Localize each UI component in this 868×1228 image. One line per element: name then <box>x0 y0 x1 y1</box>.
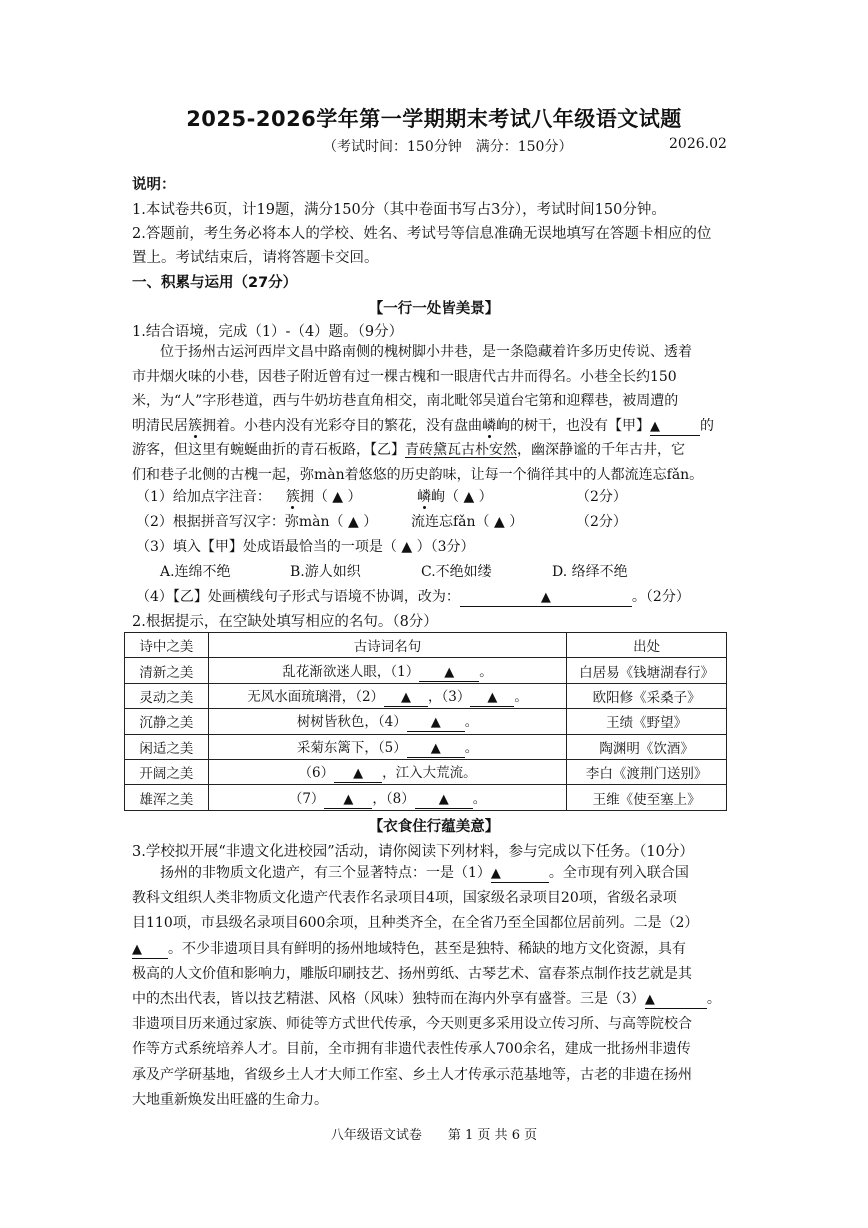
subheading-scenery: 【一行一处皆美景】 <box>368 301 500 317</box>
answer-blank[interactable]: ▲ <box>407 714 465 732</box>
passage-line: 扬州的非物质文化遗产，有三个显著特点：一是（1）▲ 。全市现有列入联合国 <box>160 865 689 881</box>
passage-line: ▲ 。不少非遗项目具有鲜明的扬州地域特色，甚至是独特、稀缺的地方文化资源，具有 <box>132 940 686 957</box>
verse-cell: 树树皆秋色，（4） ▲ 。 <box>208 709 566 734</box>
option-d[interactable]: D. 络绎不绝 <box>552 564 628 580</box>
notes-label: 说明： <box>132 177 176 193</box>
dotted-char: 簇 <box>285 489 300 505</box>
answer-blank[interactable]: ▲ <box>132 941 168 959</box>
passage-line: 极高的人文价值和影响力，雕版印刷技艺、扬州剪纸、古琴艺术、富春茶点制作技艺就是其 <box>132 965 692 982</box>
category-cell: 清新之美 <box>125 658 209 683</box>
column-header: 出处 <box>567 633 727 658</box>
option-a[interactable]: A.连绵不绝 <box>160 564 231 580</box>
table-row <box>125 658 727 683</box>
source-cell: 欧阳修《采桑子》 <box>567 683 727 708</box>
notes-item-2-line-1: 2.答题前，考生务必将本人的学校、姓名、考试号等信息准确无误地填写在答题卡相应的位 <box>132 226 712 242</box>
passage-line: 承及产学研基地，省级乡土人才大师工作室、乡土人才传承示范基地等，古老的非遗在扬州 <box>132 1066 692 1083</box>
table-header-row <box>125 633 727 658</box>
passage-line: 作等方式系统培养人才。目前，全市拥有非遗代表性传承人700余名，建成一批扬州非遗传 <box>132 1041 691 1058</box>
source-cell: 白居易《钱塘湖春行》 <box>567 658 727 683</box>
q1-sub-2[interactable]: （2）根据拼音写汉字：弥màn（ ▲ ） <box>136 514 378 530</box>
category-cell: 灵动之美 <box>125 683 209 708</box>
answer-blank[interactable]: ▲ <box>334 765 382 783</box>
subheading-daily-life: 【衣食住行蕴美意】 <box>368 819 500 835</box>
verse-cell: （6） ▲ ，江入大荒流。 <box>208 759 566 784</box>
dotted-char: 嶙 <box>482 417 496 434</box>
verse-cell: （7） ▲ ，（8） ▲ 。 <box>208 785 566 810</box>
category-cell: 沉静之美 <box>125 709 209 734</box>
passage-line: 米，为“人”字形巷道，西与牛奶坊巷直角相交，南北毗邻吴道台宅第和迎釋巷，被周遭的 <box>132 393 679 410</box>
underlined-sentence-yi: 青砖黛瓦古朴安然 <box>405 442 517 459</box>
column-header: 诗中之美 <box>125 633 209 658</box>
column-header: 古诗词名句 <box>208 633 566 658</box>
question-2-stem: 2.根据提示，在空缺处填写相应的名句。（8分） <box>132 614 438 630</box>
table-row <box>125 709 727 734</box>
dotted-char: 嶙 <box>417 489 431 505</box>
answer-blank[interactable]: ▲ <box>491 865 549 883</box>
verse-cell: 乱花渐欲迷人眼，（1） ▲ 。 <box>208 658 566 683</box>
q1-sub-2-word-2[interactable]: 流连忘fǎn（ ▲ ） <box>411 514 524 530</box>
answer-blank[interactable]: ▲ <box>407 740 465 758</box>
q1-sub-1-word-2 <box>417 486 493 506</box>
answer-slot[interactable]: 拥（ ▲ ） <box>299 489 362 505</box>
answer-blank[interactable]: ▲ <box>419 664 479 682</box>
passage-line: 位于扬州古运河西岸文昌中路南侧的槐树脚小井巷，是一条隐藏着许多历史传说、透着 <box>160 344 692 360</box>
answer-blank[interactable]: ▲ <box>460 589 632 607</box>
table-row <box>125 683 727 708</box>
passage-line: 目110项，市县级名录项目600余项，且种类齐全，在全省乃至全国都位居前列。二是（2） <box>132 915 699 932</box>
passage-line: 中的杰出代表，皆以技艺精湛、风格（风味）独特而在海内外享有盛誉。三是（3）▲ 。 <box>132 991 721 1008</box>
source-cell: 李白《渡荆门送别》 <box>567 759 727 784</box>
q1-sub-1-score: （2分） <box>576 489 627 505</box>
exam-date: 2026.02 <box>669 136 727 152</box>
passage-line: 市井烟火味的小巷，因巷子附近曾有过一棵古槐和一眼唐代古井而得名。小巷全长约150 <box>132 368 677 385</box>
option-b[interactable]: B.游人如织 <box>290 564 361 580</box>
verse-cell: 无风水面琉璃滑，（2） ▲ ，（3） ▲ 。 <box>208 683 566 708</box>
passage-line: 非遗项目历来通过家族、师徒等方式世代传承，今天则更多采用设立传习所、与高等院校合 <box>132 1016 692 1033</box>
source-cell: 王绩《野望》 <box>567 709 727 734</box>
dotted-char: 簇 <box>188 417 202 434</box>
table-row <box>125 785 727 810</box>
passage-line: 教科文组织人类非物质文化遗产代表作名录项目4项，国家级名录项目20项，省级名录项 <box>132 890 677 907</box>
table-row <box>125 759 727 784</box>
poem-table <box>124 632 727 811</box>
answer-blank[interactable]: ▲ <box>415 791 473 809</box>
source-cell: 王维《使至塞上》 <box>567 785 727 810</box>
question-1-passage <box>132 340 736 488</box>
q1-sub-4: （4）【乙】处画横线句子形式与语境不协调，改为： ▲ 。（2分） <box>136 589 690 605</box>
answer-blank[interactable]: ▲ <box>470 689 514 707</box>
table-row <box>125 734 727 759</box>
exam-title: 2025-2026学年第一学期期末考试八年级语文试题 <box>186 107 682 131</box>
option-c[interactable]: C.不绝如缕 <box>421 564 492 580</box>
section-1-title: 一、积累与运用（27分） <box>132 275 298 291</box>
category-cell: 雄浑之美 <box>125 785 209 810</box>
answer-blank[interactable]: ▲ <box>645 991 707 1009</box>
category-cell: 闲适之美 <box>125 734 209 759</box>
category-cell: 开阔之美 <box>125 759 209 784</box>
question-3-stem: 3.学校拟开展“非遗文化进校园”活动，请你阅读下列材料，参与完成以下任务。（10分） <box>132 844 694 860</box>
notes-item-1: 1.本试卷共6页，计19题，满分150分（其中卷面书写占3分），考试时间150分钟。 <box>132 202 666 218</box>
answer-blank[interactable]: ▲ <box>324 791 372 809</box>
q1-sub-3[interactable]: （3）填入【甲】处成语最恰当的一项是（ ▲ ）（3分） <box>136 539 475 555</box>
passage-line: 明清民居簇拥着。小巷内没有光彩夺目的繁花，没有盘曲嶙峋的树干，也没有【甲】▲ 的 <box>132 417 714 434</box>
answer-blank[interactable]: ▲ <box>384 689 428 707</box>
passage-line: 大地重新焕发出旺盛的生命力。 <box>132 1091 328 1108</box>
question-1-stem: 1.结合语境，完成（1）-（4）题。（9分） <box>132 324 404 340</box>
question-3-passage <box>132 861 736 1113</box>
answer-slot[interactable]: 峋（ ▲ ） <box>431 489 493 505</box>
q1-sub-1: （1）给加点字注音： 簇拥（ ▲ ） <box>136 489 362 505</box>
q1-sub-2-score: （2分） <box>576 514 627 530</box>
passage-line: 们和巷子北侧的古槐一起，弥màn着悠悠的历史韵味，让每一个徜徉其中的人都流连忘fǎn。 <box>132 466 704 483</box>
source-cell: 陶渊明《饮酒》 <box>567 734 727 759</box>
passage-line: 游客，但这里有蜿蜒曲折的青石板路，【乙】青砖黛瓦古朴安然，幽深静谧的千年古井，它 <box>132 442 685 459</box>
page-footer: 八年级语文试卷 第 1 页 共 6 页 <box>330 1128 538 1143</box>
notes-item-2-line-2: 置上。考试结束后，请将答题卡交回。 <box>132 250 379 266</box>
exam-info: （考试时间：150分钟 满分：150分） <box>323 139 573 155</box>
blank-jia[interactable]: ▲ <box>650 418 700 436</box>
verse-cell: 采菊东篱下，（5） ▲ 。 <box>208 734 566 759</box>
